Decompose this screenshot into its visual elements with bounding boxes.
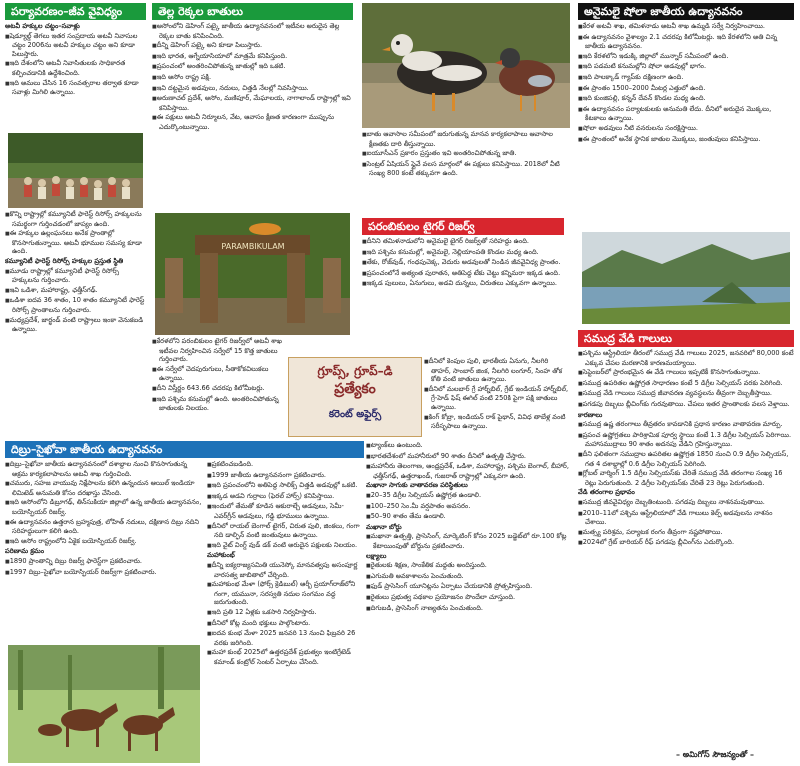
col2b-p-0: ■ బాతు ఆవాసాల సమీపంలో జరుగుతున్న మానవ కార్యకలాపాలు ఆవాసాల క్షీణతకు దారి తీస్తున్నాయి. xyxy=(362,130,570,148)
col3a-text xyxy=(578,22,794,230)
col3a-p-5: ■ ఈ ప్రాంతం 1500–2000 మీటర్ల ఎత్తులో ఉంది. xyxy=(578,84,794,94)
col2e-p-0: ■ ప్రకటించబడింది. xyxy=(207,460,362,470)
col3a-header: అనైమలై షోలా జాతీయ ఉద్యానవనం xyxy=(578,3,794,20)
col1-p3-3: ■ మధ్యప్రదేశ్, జార్ఖండ్ వంటి రాష్ట్రాలు ఇంకా వెనుకబడి ఉన్నాయి. xyxy=(5,316,145,334)
col2d-p-0: ■ కేరళలోని పరంబికులం టైగర్ రిజర్వ్‌లో అటవీ శాఖ ఇటీవల నిర్వహించిన సర్వేలో 15 కొత్త జాతులు గుర్తించారు. xyxy=(152,337,282,364)
promo-line1: గ్రూప్స్, గ్రూప్–డి xyxy=(317,364,393,378)
col2c-p2-1: ■ దీనిలో మలబార్ గ్రే హార్న్‌బిల్, గ్రేట్ ఇండియన్ హార్న్‌బిల్, గ్రే-హెడ్ ఫిష్ ఈగిల్ వంటి 250కి పైగా పక్షి జాతులు ఉన్నాయి. xyxy=(424,385,570,412)
col2d-p-2: ■ దీని విస్తీర్ణం 643.66 చదరపు కిలోమీటర్లు. xyxy=(152,384,282,394)
col1-sub1: అటవీ హక్కుల చట్టం–సవాళ్లు xyxy=(5,22,80,30)
col2a-p-6: ■ అరుణాచల్ ప్రదేశ్, అసోం, మణిపూర్, మేఘాలయ, నాగాలాండ్ రాష్ట్రాల్లో ఇవి కనిపిస్తాయి. xyxy=(152,94,355,112)
col3a-p-1: ■ ఈ ఉద్యానవనం వైశాల్యం 2.1 చదరపు కిలోమీటర్లు. ఇది కేరళలోని అతి చిన్న జాతీయ ఉద్యానవనం. xyxy=(578,33,794,51)
col1-p2-0: ■ కొన్ని రాష్ట్రాల్లో కమ్యూనిటీ ఫారెస్ట్ రిసోర్స్ హక్కులను సమర్థంగా గుర్తించడంలో జాప్యం ఉంది. xyxy=(5,210,145,228)
col2f-p4-0: ■ రైతులకు శిక్షణ, సాంకేతిక మద్దతు అందిస్తుంది. xyxy=(366,561,572,571)
col2e-p2-2: ■ ఇది ప్రతి 12 ఏళ్లకు ఒకసారి నిర్వహిస్తారు. xyxy=(207,608,362,618)
gate-photo xyxy=(155,213,350,335)
col2b-p-2: ■ సెంట్రల్ ఏషియన్ ఫ్లైవే వలస మార్గంలో ఈ పక్షులు కనిపిస్తాయి. 2018లో వీటి సంఖ్య 800 కంటే తక్కువగా ఉంది. xyxy=(362,160,570,178)
col3b-p2-0: ■ సముద్ర ఉష్ణ తరంగాలు తీవ్రతరం కావడానికి ప్రధాన కారణం వాతావరణ మార్పు. xyxy=(578,420,794,430)
col2c-p-2: ■ తేకు, రోజ్‌వుడ్, గంధపుచెక్క, వెదురు అడవులతో నిండిన జీవవైవిధ్య ప్రాంతం. xyxy=(362,258,570,268)
col3a-p-9: ■ ఈ ప్రాంతంలో అనేక స్థానిక జాతుల మొక్కలు, జంతువులు కనిపిస్తాయి. xyxy=(578,135,794,145)
col1b-p-2: ■ ఇది అసోంలోని డిబ్రూగఢ్, తిన్‌సుకియా జిల్లాలో ఉన్న జాతీయ ఉద్యానవనం, బయోస్ఫియర్ రిజర్వ్. xyxy=(5,498,202,516)
col3b-p2-2: ■ దీని ఫలితంగా సముద్రాల ఉపరితల ఉష్ణోగ్రత 1850 నుంచి 0.9 డిగ్రీల సెల్సియస్, గత 4 దశాబ్దాల్లో 0.6 డిగ్రీల సెల్సియస్ పెరిగింది. xyxy=(578,450,794,468)
horses-photo xyxy=(8,645,200,763)
col3b-p3-3: ■ 2024లో గ్రేట్ బారియర్ రీఫ్ పగడపు బ్లీచింగ్‌ను ఎదుర్కొంది. xyxy=(578,538,794,548)
col3b-p-3: ■ సముద్ర వేడి గాలులు సముద్ర జీవావరణ వ్యవస్థలను తీవ్రంగా దెబ్బతీస్తాయి. xyxy=(578,389,794,399)
col1-sub2: కమ్యూనిటీ ఫారెస్ట్ రిసోర్స్ హక్కుల ప్రస్తుత స్థితి xyxy=(5,256,124,265)
col3b-p-0: ■ పశ్చిమ ఆస్ట్రేలియా తీరంలో సముద్ర వేడి గాలులు 2025, జనవరిలో 80,000 కంటే ఎక్కువ చేపల మరణానికి కారణమయ్యాయి. xyxy=(578,349,794,367)
col2c-p2-0: ■ దీనిలో కెంపుల పులి, భారతీయ ఏనుగు, నీలగిరి తాహర్, సాంబార్ జింక, నీలగిరి లంగూర్, సింహ తోక కోతి వంటి జాతులు ఉన్నాయి. xyxy=(424,357,570,384)
col2f-p3-0: ■ మఖానా ఉత్పత్తి, ప్రాసెసింగ్, మార్కెటింగ్ కోసం 2025 బడ్జెట్‌లో రూ.100 కోట్ల కేటాయింపుతో బోర్డును ప్రకటించారు. xyxy=(366,532,572,550)
col3a-p-2: ■ ఇది కేరళలోని ఇడుక్కి జిల్లాలో మున్నార్ సమీపంలో ఉంది. xyxy=(578,52,794,62)
col1b-p2-1: ■ 1997 దిబ్రు–సైఖోవా బయోస్ఫియర్ రిజర్వ్‌గా ప్రకటించారు. xyxy=(5,568,202,578)
col2b-p-1: ■ ఐయూసీఎన్ ప్రకారం ప్రస్తుతం ఇవి అంతరించిపోతున్న జాతి. xyxy=(362,149,570,159)
gate-sign-text: PARAMBIKULAM xyxy=(221,242,285,251)
col2c-p2-2: ■ కింగ్ కోబ్రా, ఇండియన్ రాక్ పైథాన్, వివిధ తాబేళ్ల వంటి సరీసృపాలు ఉన్నాయి. xyxy=(424,413,570,431)
col2f-p-0: ■ ట్యాంక్‌లు ఉంటుంది. xyxy=(366,441,572,451)
credit-footer: – అమిగోస్ సౌజన్యంతో – xyxy=(675,750,755,759)
promo-line2: ప్రత్యేకం xyxy=(334,381,376,397)
col2c-p-1: ■ ఇది పశ్చిమ కనుమల్లో, అనైమలై, నెల్లియాంపతి కొండల మధ్య ఉంది. xyxy=(362,248,570,258)
col3b-p-1: ■ సెప్టెంబర్‌లో ప్రారంభమైన ఈ వేడి గాలులు ఇప్పటికీ కొనసాగుతున్నాయి. xyxy=(578,368,794,378)
col3b-p-4: ■ పగడపు దిబ్బలు బ్లీచింగ్‌కు గురవుతాయి. చేపలు ఇతర ప్రాంతాలకు వలస వెళ్తాయి. xyxy=(578,400,794,410)
col2a-p-4: ■ ఇది అసోం రాష్ట్ర పక్షి. xyxy=(152,73,355,83)
col2e-text xyxy=(207,460,362,755)
col3a-p-6: ■ ఇది కుంజిపల్లి, కన్నన్ దేవన్ కొండల మధ్య ఉంది. xyxy=(578,94,794,104)
col1-p3-2: ■ ఒడిశా ఐదవ 36 శాతం, 10 శాతం కమ్యూనిటీ ఫారెస్ట్ రిసోర్స్ ప్రాంతాలను గుర్తించారు. xyxy=(5,296,145,314)
col2e-p-2: ■ ఇది ప్రపంచంలోని అతిపెద్ద సాలిక్స్ చిత్తడి అడవుల్లో ఒకటి. xyxy=(207,481,362,491)
col2e-sub: మహాకుంభ్ xyxy=(207,551,235,560)
col2c-header: పరంబికులం టైగర్ రిజర్వ్ xyxy=(362,218,564,235)
col1b-p-4: ■ ఇది అసోం రాష్ట్రంలోని ఏకైక బయోస్ఫియర్ రిజర్వ్. xyxy=(5,537,202,547)
col1-p1-0: ■ షెడ్యూల్డ్ తెగలు ఇతర సంప్రదాయ అటవీ నివాసుల చట్టం 2006ను అటవీ హక్కుల చట్టం అని కూడా పిలుస్తారు. xyxy=(5,32,145,59)
col2e-p2-3: ■ దీనిలో కోట్ల మంది భక్తులు పాల్గొంటారు. xyxy=(207,619,362,629)
col2f-sub2: మఖానా బోర్డు xyxy=(366,522,402,531)
duck-photo xyxy=(362,3,570,128)
col2b-text xyxy=(362,130,570,215)
col1-header: పర్యావరణం–జీవ వైవిధ్యం xyxy=(5,3,146,20)
col2c-text xyxy=(362,237,570,355)
col2a-p-2: ■ ఇది భారత, ఆగ్నేయాసియాలో మాత్రమే కనిపిస్తుంది. xyxy=(152,52,355,62)
col1b-p-0: ■ దిబ్రు–సైఖోవా జాతీయ ఉద్యానవనంలో దశాబ్దాల నుంచి కొనసాగుతున్న అక్రమ కార్యకలాపాలను అటవీ శాఖ గుర్తించింది. xyxy=(5,460,202,478)
col2a-p-1: ■ దీన్ని డెహింగ్ పట్కై అని కూడా పిలుస్తారు. xyxy=(152,41,355,51)
col3b-p3-1: ■ 2010–11లో పశ్చిమ ఆస్ట్రేలియాలో వేడి గాలులు కెల్ప్ అడవులను నాశనం చేశాయి. xyxy=(578,509,794,527)
col1-text2 xyxy=(5,210,145,435)
col2e-p-3: ■ ఇక్కడ అడవి గుర్రాలు (ఫెరల్ హార్స్) కనిపిస్తాయి. xyxy=(207,492,362,502)
col3a-p-8: ■ షోలా అడవులు నీటి వనరులను సంరక్షిస్తాయి. xyxy=(578,124,794,134)
col3a-p-0: ■ కేరళ అటవీ శాఖ, తమిళనాడు అటవీ శాఖ ఉమ్మడి సర్వే నిర్వహించాయి. xyxy=(578,22,794,32)
lake-photo xyxy=(582,232,790,324)
col3b-text xyxy=(578,349,794,747)
col2d-p-3: ■ ఇది పశ్చిమ కనుమల్లో ఉంది. అంతరించిపోతున్న జాతులకు నిలయం. xyxy=(152,395,282,413)
col2e-p2-0: ■ దీన్ని ఐక్యరాజ్యసమితి యునెస్కో మానవత్వపు అసంపూర్ణ వారసత్వ జాబితాలో చేర్చింది. xyxy=(207,561,362,579)
promo-line3: కరెంట్ అఫైర్స్ xyxy=(328,409,382,420)
col3b-sub: కారణాలు xyxy=(578,410,603,419)
col1b-p2-0: ■ 1890 ప్రాంతాన్ని దిబ్రు రిజర్వ్ ఫారెస్ట్‌గా ప్రకటించారు. xyxy=(5,557,202,567)
col2a-header: తెల్ల రెక్కల బాతులు xyxy=(152,3,353,20)
col2a-p-0: ■ అసోంలోని డెహింగ్ పట్కై జాతీయ ఉద్యానవనంలో ఇటీవల అరుదైన తెల్ల రెక్కల బాతు కనిపించింది. xyxy=(152,22,355,40)
col3a-p-3: ■ ఇది పడమటి కనుమల్లోని షోలా అడవుల్లో భాగం. xyxy=(578,62,794,72)
col2c-text2 xyxy=(424,357,570,437)
col2e-p-6: ■ ఇది వైట్ వింగ్డ్ వుడ్ డక్ వంటి అరుదైన పక్షులకు నిలయం. xyxy=(207,541,362,551)
col2e-p-5: ■ దీనిలో రాయల్ బెంగాల్ టైగర్, చిరుత పులి, జింకలు, గంగా నది డాల్ఫిన్ వంటి జంతువులు ఉన్నాయి. xyxy=(207,522,362,540)
col2a-p-3: ■ ప్రపంచంలో అంతరించిపోతున్న జాతుల్లో ఇది ఒకటి. xyxy=(152,62,355,72)
col1-text xyxy=(5,22,145,132)
col2e-p2-5: ■ మహా కుంభ్‌ 2025లో ఉత్తరప్రదేశ్ ప్రభుత్వం ఇంటిగ్రేటెడ్ కమాండ్ కంట్రోల్ సెంటర్ ఏర్పాటు చేసింది. xyxy=(207,648,362,666)
col2f-p2-1: ■ 100–250 సెం.మీ వర్షపాతం అవసరం. xyxy=(366,502,572,512)
col1-p2-1: ■ ఈ హక్కుల ఉల్లంఘనలు అనేక ప్రాంతాల్లో కొనసాగుతున్నాయి. అటవీ భూముల సమస్య కూడా ఉంది. xyxy=(5,229,145,256)
col2f-sub: మఖానా సాగుకు వాతావరణ పరిస్థితులు xyxy=(366,481,468,490)
col1b-sub: పరిణామ క్రమం xyxy=(5,547,45,556)
col1b-p-3: ■ ఈ ఉద్యానవనం ఉత్తరాన బ్రహ్మపుత్ర, లోహిత్ నదులు, దక్షిణాన దిబ్రు నదిని సరిహద్దులుగా కలిగి ఉంది. xyxy=(5,518,202,536)
col1-p1-1: ■ ఇది దేశంలోని అటవీ నివాసితులకు సాధికారత కల్పించడానికి ఉద్దేశించింది. xyxy=(5,59,145,77)
col2f-p-1: ■ భారతదేశంలో మహానీరులో 90 శాతం దీనిలో ఉత్పత్తి చేస్తారు. xyxy=(366,452,572,462)
col3b-p2-1: ■ ప్రపంచ ఉష్ణోగ్రతలు పారిశ్రామిక పూర్వ స్థాయి కంటే 1.3 డిగ్రీల సెల్సియస్ పెరిగాయి. మహాసముద్రాలు 90 శాతం అదనపు వేడిని గ్రహిస్తున్నాయి. xyxy=(578,431,794,449)
col1b-p-1: ■ చమురు, సహజ వాయువు నిక్షేపాలను కలిగి ఉన్నందున ఆయిల్ ఇండియా లిమిటెడ్ అనుమతి కోసం దరఖాస్తు చేసింది. xyxy=(5,479,202,497)
col3b-sub2: వేడి తరంగాల ప్రభావం xyxy=(578,488,635,497)
col2f-p2-0: ■ 20–35 డిగ్రీల సెల్సియస్ ఉష్ణోగ్రత ఉండాలి. xyxy=(366,491,572,501)
col2e-p2-1: ■ మహాకుంభ మేళా (ఫోర్స్ క్రెడిబుల్) ఆర్బీ ప్రయాగ్‌రాజ్‌లోని గంగా, యమునా, సరస్వతి నదుల సంగమం వద్ద జరుగుతుంది. xyxy=(207,580,362,607)
col3b-header: సముద్ర వేడి గాలులు xyxy=(578,330,794,347)
col2f-sub3: లక్ష్యాలు xyxy=(366,551,387,560)
col2a-text xyxy=(152,22,355,212)
col1-p1-2: ■ ఇది అమలు చేసిన 16 సంవత్సరాల తర్వాత కూడా సవాళ్లు మిగిలి ఉన్నాయి. xyxy=(5,79,145,97)
col2a-p-5: ■ ఇవి దట్టమైన అడవులు, నదులు, చిత్తడి నేలల్లో నివసిస్తాయి. xyxy=(152,84,355,94)
col2d-text xyxy=(152,337,282,437)
col2f-p4-2: ■ ఫుడ్ ప్రాసెసింగ్ యూనిట్లను ఏర్పాటు చేయడానికి ప్రోత్సహిస్తుంది. xyxy=(366,582,572,592)
col2f-p2-2: ■ 50–90 శాతం తేమ ఉండాలి. xyxy=(366,512,572,522)
col2f-p4-4: ■ దిగుబడి, ప్రాసెసింగ్ నాణ్యతను పెంచుతుంది. xyxy=(366,604,572,614)
col2f-p-2: ■ మహానీరు తెలంగాణ, ఆంధ్రప్రదేశ్, ఒడిశా, మహారాష్ట్ర, పశ్చిమ బెంగాల్, బీహార్, ఛత్తీస్‌గఢ్, ఉత్తరాఖండ్, గుజరాత్ రాష్ట్రాల్లో ఎక్కువగా ఉంది. xyxy=(366,462,572,480)
col1-p3-0: ■ మూడు రాష్ట్రాల్లో కమ్యూనిటీ ఫారెస్ట్ రిసోర్స్ హక్కులను గుర్తించారు. xyxy=(5,267,145,285)
col2c-p-4: ■ ఇక్కడ పులులు, ఏనుగులు, అడవి దున్నలు, చిరుతలు ఎక్కువగా ఉన్నాయి. xyxy=(362,279,570,289)
col2c-p-0: ■ దీనిని తమిళనాడులోని ఆనైమలై టైగర్ రిజర్వ్‌తో సరిహద్దు ఉంది. xyxy=(362,237,570,247)
col2f-p4-1: ■ ఎగుమతి అవకాశాలను పెంచుతుంది. xyxy=(366,572,572,582)
col2e-p-4: ■ ఇందులో తేమతో కూడిన ఆకురాల్చే అడవులు, సెమీ-ఎవర్‌గ్రీన్ అడవులు, గడ్డి భూములు ఉన్నాయి. xyxy=(207,502,362,520)
col1b-header: దిబ్రు–సైఖోవా జాతీయ ఉద్యానవనం xyxy=(5,441,364,458)
col3b-p2-3: ■ గ్లోబల్ వార్మింగ్ 1.5 డిగ్రీల సెల్సియస్‌కు చేరితే సముద్ర వేడి తరంగాల సంఖ్య 16 రెట్లు పెరుగుతుంది. 2 డిగ్రీల సెల్సియస్‌కు చేరితే 23 రెట్లు పెరుగుతుంది. xyxy=(578,469,794,487)
col3b-p3-0: ■ సముద్ర జీవవైవిధ్యం దెబ్బతింటుంది. పగడపు దిబ్బలు నాశనమవుతాయి. xyxy=(578,498,794,508)
col1b-text xyxy=(5,460,202,640)
col2f-p4-3: ■ రైతులు ప్రభుత్వ పథకాల ప్రయోజనం పొందేలా చూస్తుంది. xyxy=(366,593,572,603)
community-photo xyxy=(8,133,143,208)
col2f-text xyxy=(366,441,572,761)
promo-box xyxy=(288,357,422,437)
col3b-p3-2: ■ మత్స్య పరిశ్రమ, పర్యాటక రంగం తీవ్రంగా నష్టపోతాయి. xyxy=(578,528,794,538)
col2c-p-3: ■ ప్రపంచంలోనే అత్యంత పురాతన, అతిపెద్ద టేకు చెట్టు కన్నిమరా ఇక్కడ ఉంది. xyxy=(362,269,570,279)
col3b-p-2: ■ సముద్ర ఉపరితల ఉష్ణోగ్రత సాధారణం కంటే 5 డిగ్రీల సెల్సియస్ వరకు పెరిగింది. xyxy=(578,379,794,389)
col1-p3-1: ■ ఇవి ఒడిశా, మహారాష్ట్ర, ఛత్తీస్‌గఢ్. xyxy=(5,286,145,296)
col2a-p-7: ■ ఈ పక్షులు అటవీ నిర్మూలన, వేట, ఆవాసం క్షీణత కారణంగా ముప్పును ఎదుర్కొంటున్నాయి. xyxy=(152,113,355,131)
col2e-p2-4: ■ ఐదవ కుంభ మేళా 2025 జనవరి 13 నుంచి ఫిబ్రవరి 26 వరకు జరిగింది. xyxy=(207,629,362,647)
col2d-p-1: ■ ఈ సర్వేలో చెదపురుగులు, సీతాకోకచిలుకలు ఉన్నాయి. xyxy=(152,365,282,383)
col3a-p-4: ■ ఇది పాలక్కాడ్ గ్యాప్‌కు దక్షిణంగా ఉంది. xyxy=(578,73,794,83)
col2e-p-1: ■ 1999 జాతీయ ఉద్యానవనంగా ప్రకటించారు. xyxy=(207,471,362,481)
col3a-p-7: ■ ఈ ఉద్యానవనం పర్యాటకులకు అనుమతి లేదు. దీనిలో అరుదైన మొక్కలు, కీటకాలు ఉన్నాయి. xyxy=(578,105,794,123)
